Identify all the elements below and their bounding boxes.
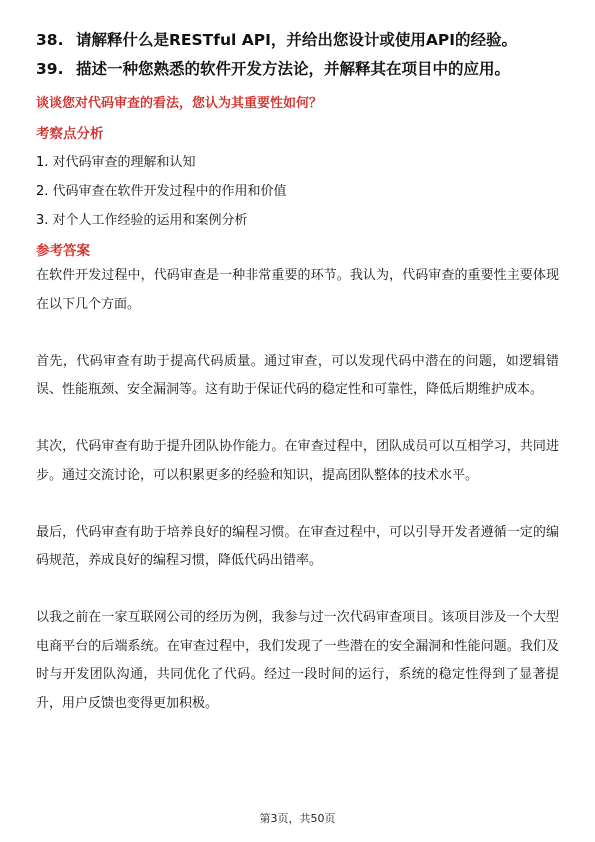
answer-paragraph: 在软件开发过程中，代码审查是一种非常重要的环节。我认为，代码审查的重要性主要体现在以下几个方面。 [36,268,559,312]
answer-paragraph: 其次，代码审查有助于提升团队协作能力。在审查过程中，团队成员可以互相学习，共同进步。通过交流讨论，可以积累更多的经验和知识，提高团队整体的技术水平。 [36,439,559,483]
question-text: 描述一种您熟悉的软件开发方法论，并解释其在项目中的应用。 [76,60,511,78]
question-number: 39. [36,60,64,78]
answer-paragraph: 最后，代码审查有助于培养良好的编程习惯。在审查过程中，可以引导开发者遵循一定的编码规范，养成良好的编程习惯，降低代码出错率。 [36,524,559,568]
exam-points-list [36,148,566,235]
answer-heading: 参考答案 [36,243,90,259]
page-number: 第3页，共50页 [259,812,336,825]
answer-body [36,262,559,747]
answer-paragraph: 首先，代码审查有助于提高代码质量。通过审查，可以发现代码中潜在的问题，如逻辑错误、性能瓶颈、安全漏洞等。这有助于保证代码的稳定性和可靠性，降低后期维护成本。 [36,353,559,397]
question-number: 38. [36,31,64,49]
question-list [36,26,566,84]
exam-points-heading: 考察点分析 [36,126,104,142]
current-question: 谈谈您对代码审查的看法，您认为其重要性如何？ [36,96,323,111]
question-text: 请解释什么是RESTful API，并给出您设计或使用API的经验。 [76,31,517,49]
answer-paragraph: 以我之前在一家互联网公司的经历为例，我参与过一次代码审查项目。该项目涉及一个大型电商平台的后端系统。在审查过程中，我们发现了一些潜在的安全漏洞和性能问题。我们及时与开发团队沟通，共同优化了代码。经过一段时间的运行，系统的稳定性得到了显著提升，用户反馈也变得更加积极。 [36,610,559,711]
question-item [36,55,566,84]
question-item [36,26,566,55]
exam-point: 3. 对个人工作经验的运用和案例分析 [36,213,248,228]
exam-point: 2. 代码审查在软件开发过程中的作用和价值 [36,184,287,199]
exam-point: 1. 对代码审查的理解和认知 [36,155,196,170]
